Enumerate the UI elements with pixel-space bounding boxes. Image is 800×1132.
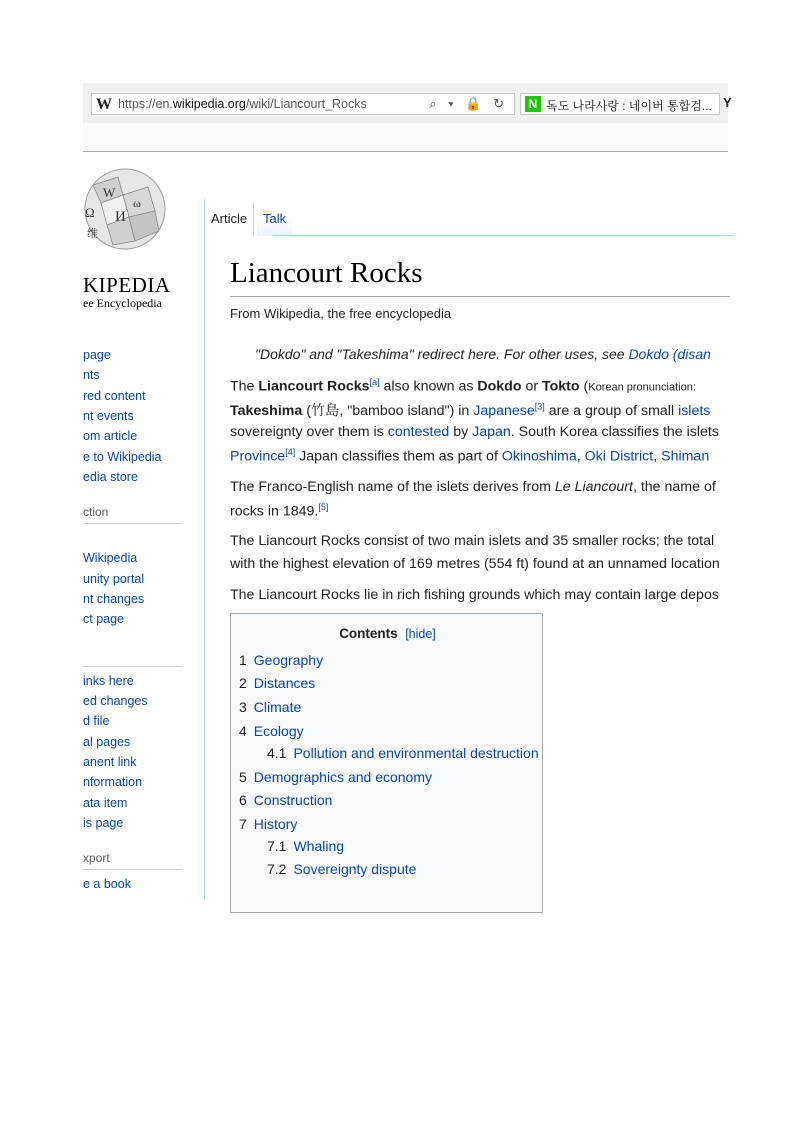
sidebar-item-upload-file[interactable]: d file <box>83 714 110 728</box>
page-title: Liancourt Rocks <box>230 257 423 289</box>
svg-text:W: W <box>103 185 116 200</box>
sidebar-heading-interaction: ction <box>83 505 109 519</box>
link-okinoshima[interactable]: Okinoshima <box>501 448 577 465</box>
toc-item[interactable]: 7 History <box>239 816 298 832</box>
paragraph-1-line-1: The Liancourt Rocks[a] also known as Dokdo or Tokto (Korean pronunciation: <box>230 377 696 395</box>
title-divider <box>230 296 730 297</box>
sidebar-item-random-article[interactable]: om article <box>83 429 138 443</box>
sidebar-item-special-pages[interactable]: al pages <box>83 735 131 749</box>
toc-item[interactable]: 6 Construction <box>239 792 333 808</box>
hatnote <box>255 346 711 362</box>
svg-text:Ω: Ω <box>85 205 95 220</box>
sidebar-item-permanent-link[interactable]: anent link <box>83 755 137 769</box>
browser-tab-title: 독도 나라사랑 : 네이버 통합검... <box>546 99 712 113</box>
address-bar[interactable] <box>91 93 515 115</box>
toc-title: Contents [hide] <box>339 626 436 641</box>
site-tagline: From Wikipedia, the free encyclopedia <box>230 306 452 321</box>
naver-favicon-icon: N <box>525 96 541 112</box>
toc-item[interactable]: 7.2 Sovereignty dispute <box>267 861 417 877</box>
link-japanese[interactable]: Japanese <box>473 403 535 419</box>
wikipedia-globe-icon[interactable] <box>63 165 168 245</box>
sidebar-item-what-links-here[interactable]: inks here <box>83 674 134 688</box>
toc-item[interactable]: 5 Demographics and economy <box>239 769 433 785</box>
sidebar-item-community-portal[interactable]: unity portal <box>83 572 145 586</box>
paragraph-1-line-3: sovereignty over them is contested by Japan. South Korea classifies the islets <box>230 424 719 440</box>
link-oki-district[interactable]: Oki District <box>584 448 654 465</box>
sidebar-item-wikidata-item[interactable]: ata item <box>83 796 128 810</box>
citation-5[interactable]: [5] <box>318 502 329 512</box>
address-bar-controls-icon[interactable]: ⌕ ▾ 🔒 ↻ <box>429 96 508 111</box>
tab-talk[interactable]: Talk <box>257 202 292 236</box>
sidebar-item-donate[interactable]: e to Wikipedia <box>83 450 162 464</box>
sidebar-item-contents[interactable]: nts <box>83 368 100 382</box>
paragraph-3-line-2: with the highest elevation of 169 metres (554 ft) found at an unnamed location <box>230 556 720 572</box>
paragraph-3-line-1: The Liancourt Rocks consist of two main islets and 35 smaller rocks; the total <box>230 533 715 549</box>
wikipedia-favicon-icon: W <box>96 96 112 113</box>
sidebar-item-page-information[interactable]: nformation <box>83 775 143 789</box>
sidebar-item-recent-changes[interactable]: nt changes <box>83 592 145 606</box>
sidebar-heading-export: xport <box>83 851 110 865</box>
tab-article[interactable]: Article <box>205 202 254 236</box>
toc-item[interactable]: 1 Geography <box>239 652 324 668</box>
toc-item[interactable]: 4.1 Pollution and environmental destruction <box>267 745 539 761</box>
toc-hide-button[interactable]: [hide] <box>405 627 436 641</box>
sidebar-item-main-page[interactable]: page <box>83 348 111 362</box>
sidebar-item-related-changes[interactable]: ed changes <box>83 694 148 708</box>
paragraph-2-line-1: The Franco-English name of the islets derives from Le Liancourt, the name of <box>230 479 716 495</box>
citation-a[interactable]: [a] <box>369 377 380 387</box>
sidebar-divider <box>83 869 183 870</box>
content-left-border <box>204 199 205 899</box>
wikipedia-tagline: ee Encyclopedia <box>83 296 162 310</box>
wikipedia-wordmark[interactable]: KIPEDIA <box>83 273 171 297</box>
paragraph-4-line-1: The Liancourt Rocks lie in rich fishing grounds which may contain large depos <box>230 587 719 603</box>
sidebar-item-create-book[interactable]: e a book <box>83 877 131 891</box>
url-text[interactable]: https://en.wikipedia.org/wiki/Liancourt_Rocks <box>118 97 367 111</box>
sidebar-divider <box>83 523 183 524</box>
hatnote-link[interactable]: Dokdo (disan <box>628 346 711 362</box>
link-contested[interactable]: contested <box>387 424 450 440</box>
toc-item[interactable]: 7.1 Whaling <box>267 838 345 854</box>
link-islets[interactable]: islets <box>678 403 711 419</box>
sidebar-item-help[interactable]: Wikipedia <box>83 551 138 565</box>
citation-4[interactable]: [4] <box>285 447 296 457</box>
svg-text:维: 维 <box>87 228 98 240</box>
toc-item[interactable]: 2 Distances <box>239 675 316 691</box>
table-of-contents <box>230 613 543 913</box>
sidebar-item-cite-page[interactable]: is page <box>83 816 124 830</box>
sidebar-item-current-events[interactable]: nt events <box>83 409 134 423</box>
link-province[interactable]: Province <box>230 448 286 465</box>
paragraph-1-line-4: Province[4] Japan classifies them as part of Okinoshima, Oki District, Shiman <box>230 447 710 465</box>
sidebar-item-contact-page[interactable]: ct page <box>83 612 125 626</box>
paragraph-1-line-2: Takeshima (竹島, "bamboo island") in Japanese[3] are a group of small islets <box>230 401 711 419</box>
sidebar-item-store[interactable]: edia store <box>83 470 138 484</box>
paragraph-2-line-2: rocks in 1849.[5] <box>230 502 329 520</box>
svg-text:ω: ω <box>133 196 141 210</box>
sidebar-item-featured-content[interactable]: red content <box>83 389 146 403</box>
link-shimane[interactable]: Shiman <box>661 448 710 465</box>
toc-item[interactable]: 3 Climate <box>239 699 302 715</box>
toc-item[interactable]: 4 Ecology <box>239 723 304 739</box>
hatnote-text: "Dokdo" and "Takeshima" redirect here. For other uses, see <box>255 346 629 362</box>
tabs-divider <box>273 235 733 236</box>
svg-text:И: И <box>115 209 126 225</box>
link-japan[interactable]: Japan <box>472 424 511 440</box>
browser-toolbar <box>83 83 732 124</box>
browser-tab-naver[interactable] <box>520 93 720 115</box>
screenshot-frame <box>83 83 732 891</box>
browser-secondary-toolbar <box>83 123 728 152</box>
citation-3[interactable]: [3] <box>534 401 545 412</box>
browser-tab-partial[interactable]: Y <box>723 95 732 110</box>
sidebar-divider <box>83 666 183 667</box>
